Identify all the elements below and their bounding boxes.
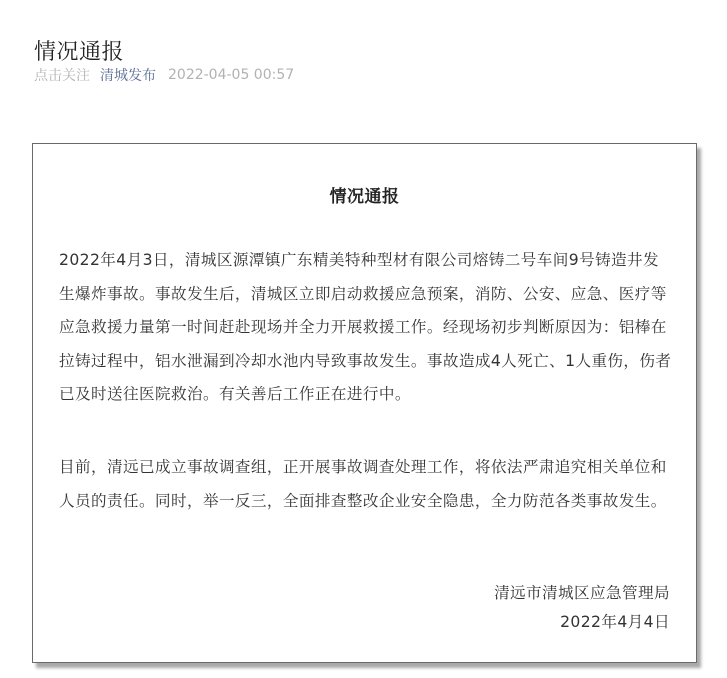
account-name-link[interactable]: 清城发布: [100, 68, 156, 84]
notice-paragraph-2: 目前，清远已成立事故调查组，正开展事故调查处理工作，将依法严肃追究相关单位和人员的责任。同时，举一反三，全面排查整改企业安全隐患，全力防范各类事故发生。: [59, 458, 667, 510]
signature-date: 2022年4月4日: [560, 613, 670, 631]
article-title: 情况通报: [34, 39, 125, 65]
article-meta: [34, 65, 294, 85]
signature-organization: 清远市清城区应急管理局: [494, 584, 670, 602]
notice-image[interactable]: [32, 143, 697, 663]
publish-time: 2022-04-05 00:57: [168, 67, 295, 83]
notice-title: 情况通报: [329, 187, 400, 207]
notice-paragraph-1: 2022年4月3日，清城区源潭镇广东精美特种型材有限公司熔铸二号车间9号铸造井发生爆炸事故。事故发生后，清城区立即启动救援应急预案，消防、公安、应急、医疗等应急救援力量第一时间赶赴现场并全力开展救援工作。经现场初步判断原因为：铝棒在拉铸过程中，铝水泄漏到冷却水池内导致事故发生。事故造成4人死亡、1人重伤，伤者已及时送往医院救治。有关善后工作正在进行中。: [59, 251, 672, 403]
follow-link[interactable]: 点击关注: [34, 68, 90, 84]
